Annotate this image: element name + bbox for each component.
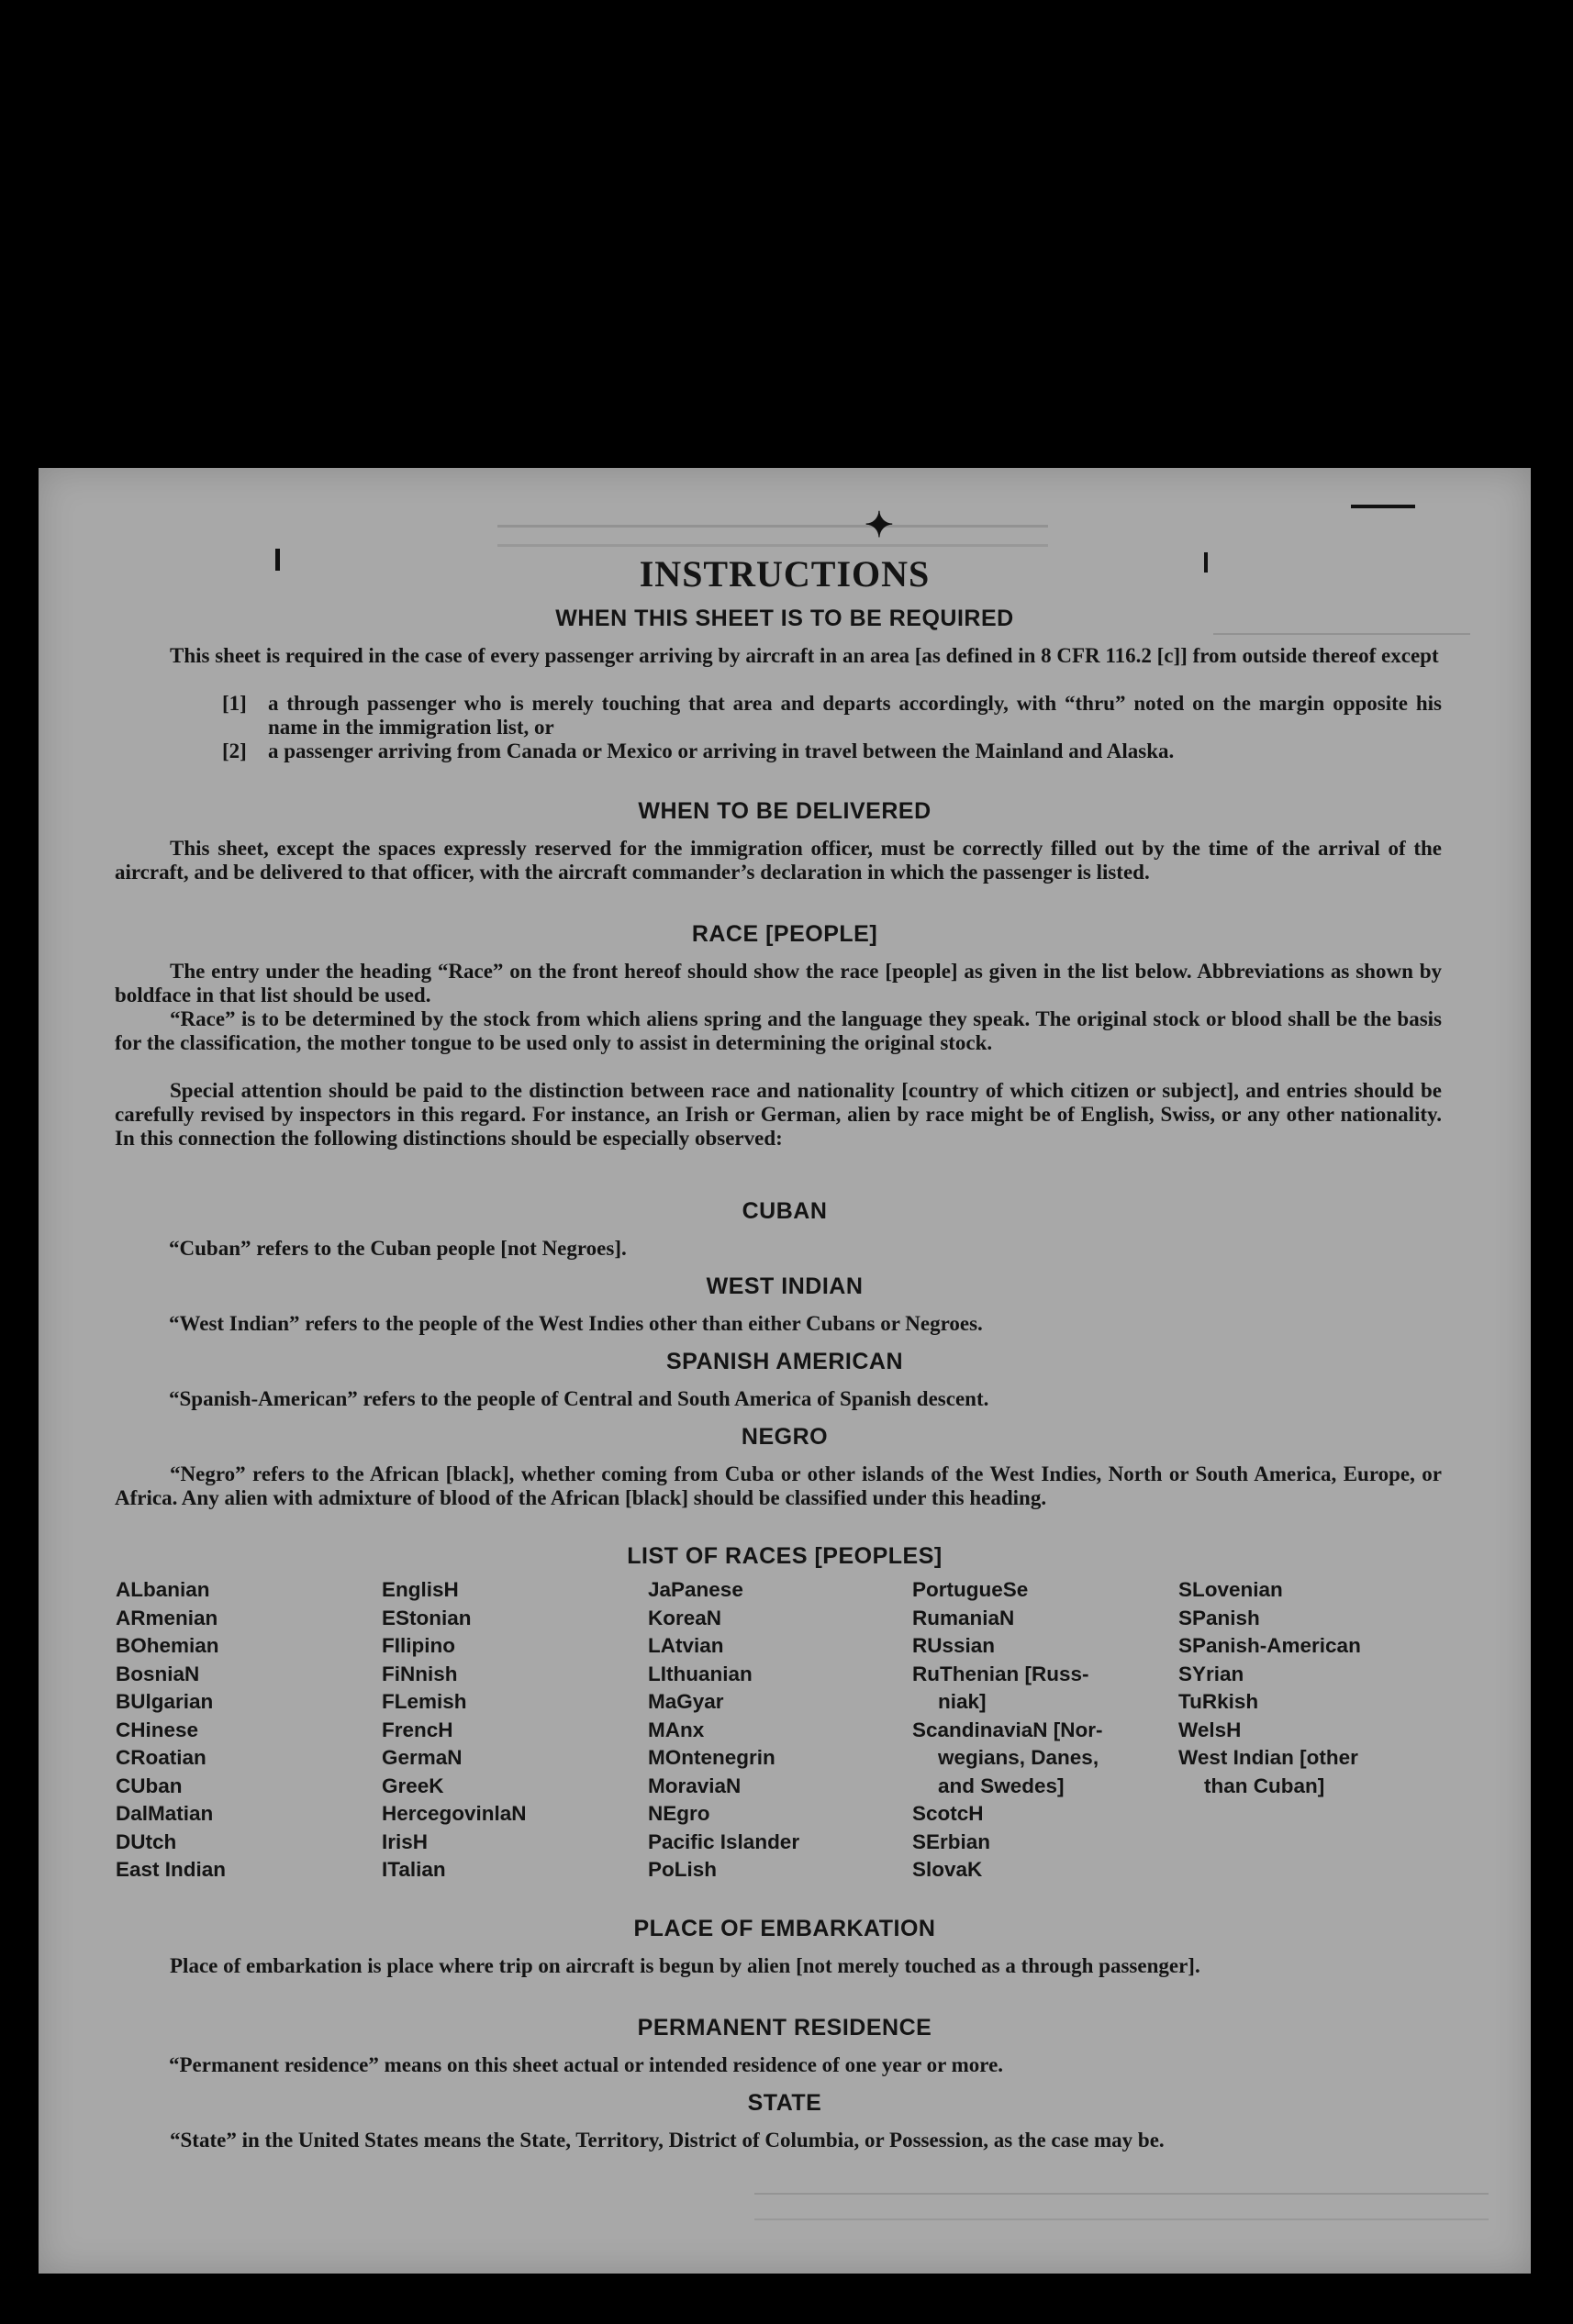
race-entry: ITalian [382, 1858, 446, 1881]
heading-permanent-residence: PERMANENT RESIDENCE [637, 2015, 932, 2040]
race-entry: CRoatian [116, 1746, 206, 1769]
race-entry: RUssian [912, 1634, 996, 1657]
race-entry: DUtch [116, 1829, 177, 1853]
race-entry: West Indian [other [1178, 1746, 1358, 1769]
heading-place-of-embarkation: PLACE OF EMBARKATION [633, 1916, 936, 1941]
race-entry: CUban [116, 1774, 183, 1797]
document-sheet [39, 468, 1531, 2274]
race-entry: ALbanian [116, 1578, 210, 1601]
race-entry: FLemish [382, 1690, 467, 1713]
seal-mark-icon: ✦ [865, 506, 894, 545]
race-entry: FiNnish [382, 1662, 458, 1685]
bleed-through-footer [754, 2193, 1489, 2220]
bleed-through-header [497, 525, 1048, 547]
item-number: [1] [222, 692, 247, 715]
race-entry: East Indian [116, 1858, 227, 1881]
race-entry: RumaniaN [912, 1606, 1015, 1629]
race-entry: FIlipino [382, 1634, 455, 1657]
definition-spanish-american: “Spanish-American” refers to the people of Central and South America of Spanish descent. [169, 1387, 989, 1410]
definition-cuban: “Cuban” refers to the Cuban people [not Negroes]. [169, 1237, 627, 1260]
race-entry: GreeK [382, 1774, 444, 1797]
race-entry: EnglisH [382, 1578, 459, 1601]
paragraph-negro: “Negro” refers to the African [black], whether coming from Cuba or other islands of the West Indies, North or South America, Europe, or Africa. Any alien with admixture of blood of the African [black] should be classified under this heading. [115, 1462, 1442, 1509]
paragraph-race-2: “Race” is to be determined by the stock from which aliens spring and the language they speak. The original stock or blood shall be the basis for the classification, the mother tongue to be used only to assist in determining the original stock. [115, 1007, 1442, 1054]
exception-item-2 [224, 739, 1442, 763]
race-entry: ScandinaviaN [Nor- [912, 1718, 1103, 1741]
heading-west-indian: WEST INDIAN [706, 1273, 864, 1299]
heading-race: RACE [PEOPLE] [691, 921, 878, 947]
paragraph-race-3: Special attention should be paid to the distinction between race and nationality [country of which citizen or subject], and entries should be carefully revised by inspectors in this regard. For instance, an Irish or German, alien by race might be of English, Swiss, or any other nationality. In this connection the following distinctions should be especially observed: [115, 1079, 1442, 1150]
race-entry: FrencH [382, 1718, 453, 1741]
race-list-column-1 [116, 1576, 226, 1885]
paragraph-state: “State” in the United States means the State, Territory, District of Columbia, or Possession, as the case may be. [170, 2129, 1165, 2152]
race-list-column-3 [648, 1576, 799, 1885]
race-entry: MoraviaN [648, 1774, 742, 1797]
race-entry-continuation: wegians, Danes, [938, 1746, 1099, 1769]
race-entry: NEgro [648, 1802, 710, 1825]
paragraph-delivered: This sheet, except the spaces expressly reserved for the immigration officer, must be correctly filled out by the time of the arrival of the aircraft, and be delivered to that officer, with the aircraft commander’s declaration in which the passenger is listed. [115, 837, 1442, 884]
race-entry: SErbian [912, 1829, 991, 1853]
race-list-column-2 [382, 1576, 527, 1885]
paragraph-embarkation: Place of embarkation is place where trip on aircraft is begun by alien [not merely touched as a through passenger]. [170, 1954, 1200, 1977]
race-entry: RuThenian [Russ- [912, 1662, 1089, 1685]
race-entry-continuation: niak] [938, 1690, 987, 1713]
definition-permanent-residence: “Permanent residence” means on this sheet actual or intended residence of one year or more. [169, 2053, 1004, 2076]
race-entry-continuation: than Cuban] [1204, 1774, 1325, 1797]
race-entry: WelsH [1178, 1718, 1242, 1741]
race-entry: BOhemian [116, 1634, 219, 1657]
item-number: [2] [222, 739, 247, 762]
race-entry: LIthuanian [648, 1662, 753, 1685]
race-entry: MOntenegrin [648, 1746, 775, 1769]
race-entry: DalMatian [116, 1802, 214, 1825]
heading-spanish-american: SPANISH AMERICAN [665, 1349, 903, 1374]
race-entry: CHinese [116, 1718, 199, 1741]
race-entry-continuation: and Swedes] [938, 1774, 1065, 1797]
heading-negro: NEGRO [741, 1424, 829, 1450]
race-entry: GermaN [382, 1746, 463, 1769]
item-text: a passenger arriving from Canada or Mexico or arriving in travel between the Mainland and Alaska. [268, 739, 1175, 762]
definition-west-indian: “West Indian” refers to the people of the West Indies other than either Cubans or Negroes. [169, 1312, 983, 1335]
race-entry: BosniaN [116, 1662, 200, 1685]
heading-list-of-races: LIST OF RACES [PEOPLES] [627, 1543, 943, 1569]
race-entry: SYrian [1178, 1662, 1244, 1685]
race-entry: ScotcH [912, 1802, 984, 1825]
paragraph-required-intro: This sheet is required in the case of every passenger arriving by aircraft in an area [as defined in 8 CFR 116.2 [c]] from outside thereof except [170, 644, 1439, 667]
race-entry: ARmenian [116, 1606, 218, 1629]
race-entry: MAnx [648, 1718, 705, 1741]
race-entry: SlovaK [912, 1858, 983, 1881]
race-entry: IrisH [382, 1829, 429, 1853]
race-list-column-5 [1178, 1576, 1361, 1800]
race-entry: SPanish-American [1178, 1634, 1361, 1657]
document-title: INSTRUCTIONS [639, 553, 931, 595]
stamp-dash [1351, 505, 1415, 508]
race-entry: JaPanese [648, 1578, 743, 1601]
item-text: a through passenger who is merely touching that area and departs accordingly, with “thru” noted on the margin opposite his name in the immigration list, or [268, 692, 1442, 739]
race-entry: Pacific Islander [648, 1829, 800, 1853]
race-entry: LAtvian [648, 1634, 724, 1657]
heading-when-required: WHEN THIS SHEET IS TO BE REQUIRED [555, 606, 1014, 631]
race-list-column-4 [912, 1576, 1103, 1885]
heading-cuban: CUBAN [742, 1198, 828, 1224]
race-entry: SLovenian [1178, 1578, 1283, 1601]
race-entry: PortugueSe [912, 1578, 1029, 1601]
paragraph-race-1: The entry under the heading “Race” on the front hereof should show the race [people] as given in the list below. Abbreviations as shown by boldface in that list should be used. [115, 960, 1442, 1006]
race-entry: EStonian [382, 1606, 472, 1629]
race-entry: SPanish [1178, 1606, 1260, 1629]
race-entry: MaGyar [648, 1690, 724, 1713]
heading-when-delivered: WHEN TO BE DELIVERED [638, 798, 932, 824]
race-entry: PoLish [648, 1858, 718, 1881]
heading-state: STATE [747, 2090, 822, 2116]
race-entry: TuRkish [1178, 1690, 1259, 1713]
race-entry: KoreaN [648, 1606, 722, 1629]
race-entry: BUlgarian [116, 1690, 214, 1713]
exception-item-1 [224, 692, 1442, 739]
race-entry: HercegovinlaN [382, 1802, 527, 1825]
